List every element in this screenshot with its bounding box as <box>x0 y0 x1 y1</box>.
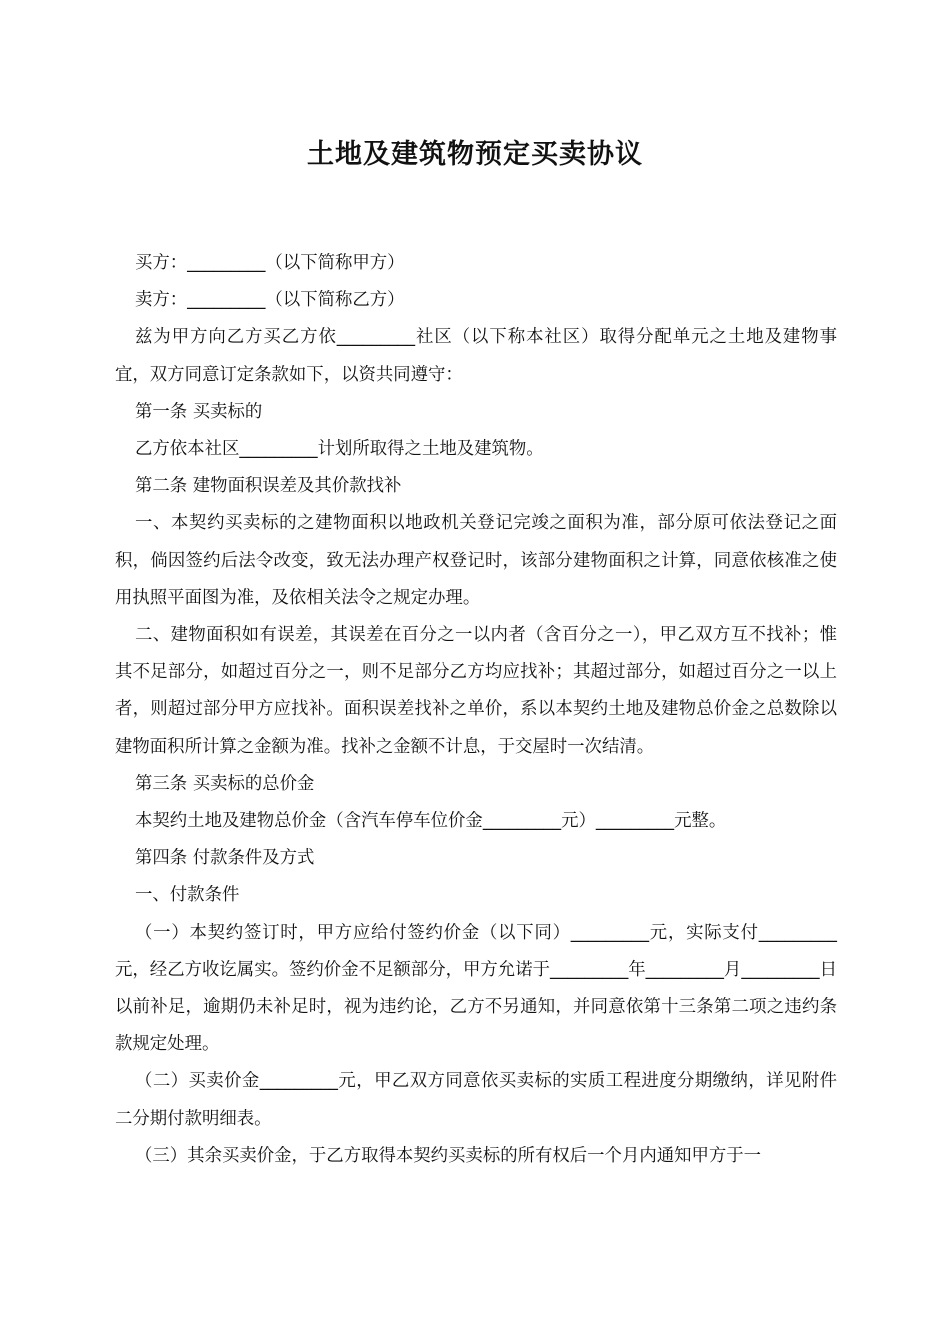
preamble-paragraph: 兹为甲方向乙方买乙方依_________社区（以下称本社区）取得分配单元之土地及建物事宜，双方同意订定条款如下，以资共同遵守： <box>115 327 837 385</box>
article-2-clause-2: 二、建物面积如有误差，其误差在百分之一以内者（含百分之一），甲乙双方互不找补；惟其不足部分，如超过百分之一，则不足部分乙方均应找补；其超过部分，如超过百分之一以上者，则超过部分甲方应找补。面积误差找补之单价，系以本契约土地及建物总价金之总数除以建物面积所计算之金额为准。找补之金额不计息，于交屋时一次结清。 <box>115 625 837 757</box>
document-body <box>115 245 837 1175</box>
article-1-heading: 第一条 买卖标的 <box>135 401 263 422</box>
article-2-heading: 第二条 建物面积误差及其价款找补 <box>135 476 402 497</box>
seller-line: 卖方：_________（以下简称乙方） <box>135 290 405 311</box>
article-4-section-1-heading: 一、付款条件 <box>135 885 240 906</box>
article-3-heading: 第三条 买卖标的总价金 <box>135 773 315 794</box>
buyer-line: 买方：_________（以下简称甲方） <box>135 253 405 273</box>
article-2-clause-1: 一、本契约买卖标的之建物面积以地政机关登记完竣之面积为准，部分原可依法登记之面积，倘因签约后法令改变，致无法办理产权登记时，该部分建物面积之计算，同意依核准之使用执照平面图为准，及依相关法令之规定办理。 <box>115 513 837 608</box>
document-title: 土地及建筑物预定买卖协议 <box>307 139 643 170</box>
article-1-text: 乙方依本社区_________计划所取得之土地及建筑物。 <box>135 439 544 460</box>
article-3-text: 本契约土地及建物总价金（含汽车停车位价金_________元）_________元整。 <box>135 811 727 832</box>
article-4-heading: 第四条 付款条件及方式 <box>135 848 315 869</box>
article-4-item-1: （一）本契约签订时，甲方应给付签约价金（以下同）_________元，实际支付_________元，经乙方收讫属实。签约价金不足额部分，甲方允诺于_________年_________月_________日以前补足，逾期仍未补足时，视为违约论，乙方不另通知，并同意依第十三条第二项之违约条款规定处理。 <box>115 922 837 1055</box>
article-4-item-2: （二）买卖价金_________元，甲乙双方同意依买卖标的实质工程进度分期缴纳，详见附件二分期付款明细表。 <box>115 1071 837 1129</box>
article-4-item-3: （三）其余买卖价金，于乙方取得本契约买卖标的所有权后一个月内通知甲方于一 <box>135 1145 762 1166</box>
